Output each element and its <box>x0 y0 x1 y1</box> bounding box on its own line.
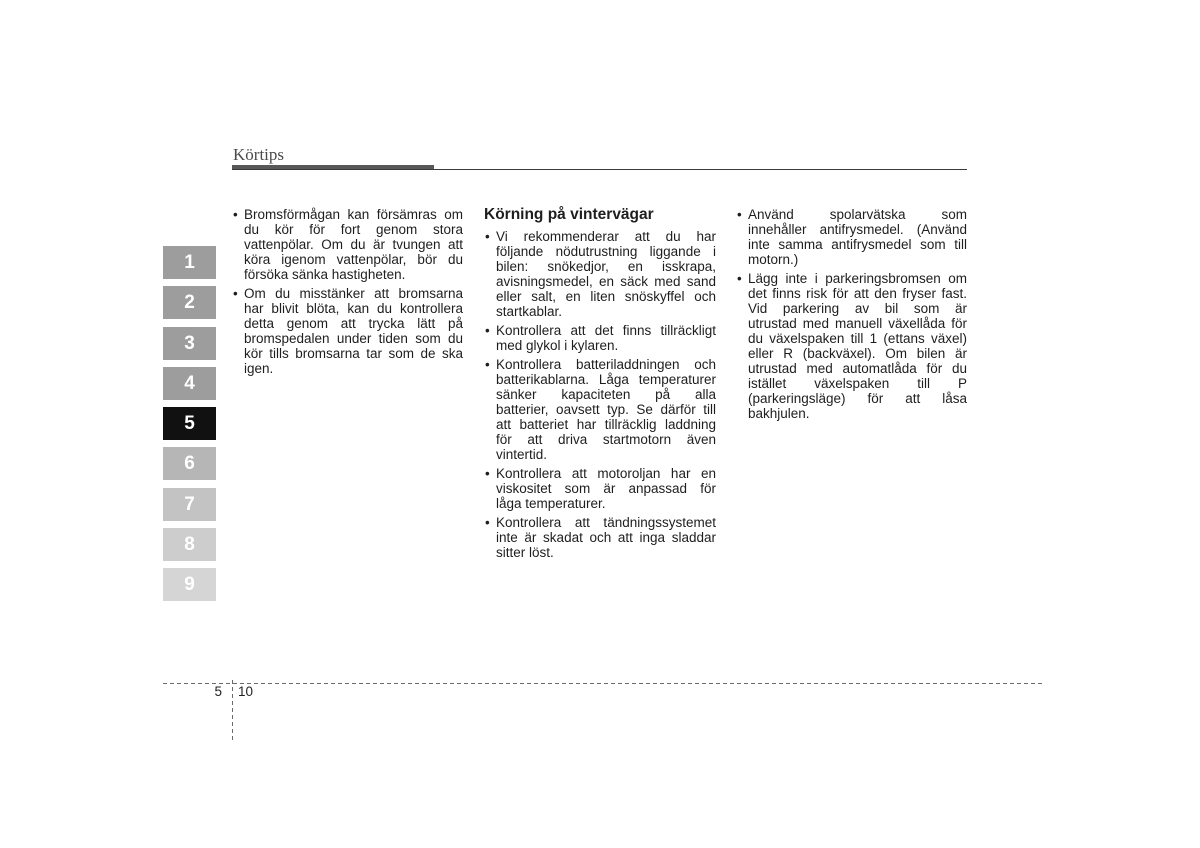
chapter-number: 5 <box>214 684 222 699</box>
text-line: startkablar. <box>496 304 563 319</box>
bullet-mark: • <box>485 229 490 244</box>
text-line: Kontrollera batteriladdningen och <box>496 357 716 372</box>
text-line: kör tills bromsarna tar som de ska <box>244 346 463 361</box>
bullet-item <box>484 357 716 462</box>
footer-dashed-divider <box>232 680 233 741</box>
bullet-item <box>232 207 463 282</box>
text-line: att batteriet har tillräcklig laddning <box>496 417 716 432</box>
bullet-mark: • <box>737 207 742 222</box>
text-line: låga temperaturer. <box>496 496 606 511</box>
text-line: har blivit blöta, kan du kontrollera <box>244 301 463 316</box>
text-line: följande nödutrustning liggande i <box>496 244 716 259</box>
bullet-mark: • <box>233 286 238 301</box>
section-title: Körtips <box>233 145 284 164</box>
text-line: försöka sänka hastigheten. <box>244 267 406 282</box>
bullet-item <box>484 229 716 319</box>
bullet-mark: • <box>485 515 490 530</box>
text-line: Kontrollera att tändningssystemet <box>496 515 716 530</box>
text-line: (parkeringsläge) för att låsa <box>748 391 967 406</box>
text-line: du kör för fort genom stora <box>244 222 463 237</box>
text-line: vattenpölar. Om du är tvungen att <box>244 237 463 252</box>
text-line: Vi rekommenderar att du har <box>496 229 716 244</box>
text-line: Bromsförmågan kan försämras om <box>244 207 463 222</box>
text-line: avisningsmedel, en säck med sand <box>496 274 716 289</box>
text-line: istället växelspaken till P <box>748 376 967 391</box>
bullet-mark: • <box>233 207 238 222</box>
text-line: Om du misstänker att bromsarna <box>244 286 463 301</box>
text-line: bakhjulen. <box>748 406 810 421</box>
text-line: med glykol i kylaren. <box>496 338 619 353</box>
text-line: sänker kapaciteten på alla <box>496 387 716 402</box>
chapter-tab-7: 7 <box>163 488 216 521</box>
chapter-tab-8: 8 <box>163 528 216 561</box>
text-line: innehåller antifrysmedel. (Använd <box>748 222 967 237</box>
text-column-3 <box>736 207 967 425</box>
footer-dashed-rule <box>163 683 1043 684</box>
bullet-item <box>736 207 967 267</box>
chapter-tab-4: 4 <box>163 367 216 400</box>
text-line: bromspedalen under tiden som du <box>244 331 463 346</box>
text-line: för att driva startmotorn även <box>496 432 716 447</box>
chapter-tab-3: 3 <box>163 327 216 360</box>
header-rule <box>232 169 967 170</box>
page-number: 10 <box>238 684 254 699</box>
bullet-mark: • <box>485 466 490 481</box>
bullet-item <box>484 323 716 353</box>
text-line: Använd spolarvätska som <box>748 207 967 222</box>
chapter-tab-6: 6 <box>163 447 216 480</box>
bullet-mark: • <box>737 271 742 286</box>
text-line: Vid parkering av bil som är <box>748 301 967 316</box>
chapter-tab-2: 2 <box>163 286 216 319</box>
text-line: Lägg inte i parkeringsbromsen om <box>748 271 967 286</box>
chapter-tabs <box>163 246 216 601</box>
chapter-tab-9: 9 <box>163 568 216 601</box>
text-line: motorn.) <box>748 252 799 267</box>
text-line: batterikablarna. Låga temperaturer <box>496 372 716 387</box>
chapter-tab-5: 5 <box>163 407 216 440</box>
text-line: du växelspaken till 1 (ettans växel) <box>748 331 967 346</box>
chapter-tab-1: 1 <box>163 246 216 279</box>
text-line: det finns risk för att den fryser fast. <box>748 286 967 301</box>
text-line: sitter löst. <box>496 545 554 560</box>
text-line: vintertid. <box>496 447 548 462</box>
text-line: eller salt, en liten snöskyffel och <box>496 289 716 304</box>
bullet-item <box>736 271 967 421</box>
text-line: utrustad med automatlåda för du <box>748 361 967 376</box>
text-line: eller R (backväxel). Om bilen är <box>748 346 967 361</box>
text-line: inte samma antifrysmedel som till <box>748 237 967 252</box>
bullet-mark: • <box>485 357 490 372</box>
text-column-1 <box>232 207 463 380</box>
text-line: viskositet som är anpassad för <box>496 481 716 496</box>
bullet-item <box>232 286 463 376</box>
text-line: köra igenom vattenpölar, bör du <box>244 252 463 267</box>
bullet-item <box>484 466 716 511</box>
text-line: inte är skadat och att inga sladdar <box>496 530 716 545</box>
text-line: Kontrollera att motoroljan har en <box>496 466 716 481</box>
text-line: detta genom att trycka lätt på <box>244 316 463 331</box>
text-line: batterier, oavsett typ. Se därför till <box>496 402 716 417</box>
text-line: Kontrollera att det finns tillräckligt <box>496 323 716 338</box>
bullet-item <box>484 515 716 560</box>
text-line: igen. <box>244 361 274 376</box>
text-line: utrustad med manuell växellåda för <box>748 316 967 331</box>
section-heading: Körning på vintervägar <box>484 206 654 223</box>
text-column-2 <box>484 207 716 564</box>
bullet-mark: • <box>485 323 490 338</box>
text-line: bilen: snökedjor, en isskrapa, <box>496 259 716 274</box>
